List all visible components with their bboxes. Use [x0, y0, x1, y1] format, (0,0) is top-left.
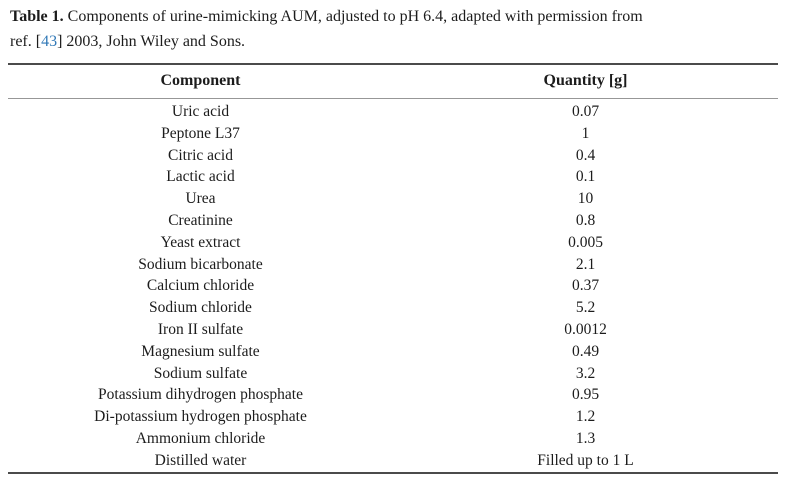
table-row	[8, 145, 778, 167]
table-body	[8, 99, 778, 473]
quantity-cell: 0.8	[575, 211, 596, 229]
table-row	[8, 384, 778, 406]
quantity-cell: 0.0012	[564, 320, 607, 338]
component-cell: Lactic acid	[166, 168, 235, 186]
quantity-cell: 1.3	[575, 429, 596, 447]
table-caption	[10, 4, 792, 54]
quantity-cell: 0.95	[571, 386, 600, 404]
table-row	[8, 254, 778, 276]
component-cell: Sodium chloride	[149, 299, 252, 317]
quantity-cell: 0.49	[571, 342, 600, 360]
quantity-cell: 0.4	[575, 146, 596, 164]
component-cell: Distilled water	[154, 451, 247, 469]
table-row	[8, 363, 778, 385]
table-row	[8, 232, 778, 254]
table-row	[8, 297, 778, 319]
table-row	[8, 210, 778, 232]
component-cell: Magnesium sulfate	[141, 342, 260, 360]
quantity-cell: 3.2	[575, 364, 596, 382]
table-row	[8, 319, 778, 341]
caption-line-1	[10, 4, 792, 29]
table-header	[8, 64, 778, 99]
table-row	[8, 406, 778, 428]
component-cell: Peptone L37	[161, 124, 240, 142]
table-row	[8, 428, 778, 450]
component-cell: Di-potassium hydrogen phosphate	[94, 408, 307, 426]
caption-text-1: Components of urine-mimicking AUM, adjusted to pH 6.4, adapted with permission from	[67, 8, 643, 25]
quantity-cell: 0.37	[571, 277, 600, 295]
component-cell: Urea	[185, 190, 216, 208]
table-header-row	[8, 64, 778, 99]
component-cell: Citric acid	[168, 146, 233, 164]
caption-line-2	[10, 29, 792, 54]
quantity-cell: 2.1	[575, 255, 596, 273]
table-row	[8, 341, 778, 363]
quantity-cell: 0.1	[575, 168, 596, 186]
quantity-cell: 10	[577, 190, 594, 208]
caption-text-3: ] 2003, John Wiley and Sons.	[57, 33, 246, 50]
quantity-cell: 1.2	[575, 408, 596, 426]
table-row	[8, 123, 778, 145]
quantity-cell: 0.07	[571, 103, 600, 120]
quantity-cell: 1	[581, 124, 590, 142]
component-cell: Sodium sulfate	[153, 364, 248, 382]
component-cell: Yeast extract	[160, 233, 241, 251]
quantity-cell: Filled up to 1 L	[537, 451, 634, 469]
table-row	[8, 166, 778, 188]
component-cell: Iron II sulfate	[157, 320, 244, 338]
component-cell: Creatinine	[168, 211, 233, 229]
quantity-cell: 5.2	[575, 299, 596, 317]
table-label: Table 1.	[10, 8, 64, 25]
column-header-quantity: Quantity [g]	[393, 64, 778, 99]
component-cell: Potassium dihydrogen phosphate	[98, 386, 303, 404]
component-cell: Calcium chloride	[146, 277, 255, 295]
table-row	[8, 450, 778, 473]
table-row	[8, 188, 778, 210]
table-row	[8, 99, 778, 123]
component-cell: Sodium bicarbonate	[138, 255, 263, 273]
component-cell: Uric acid	[171, 103, 230, 120]
quantity-cell: 0.005	[568, 233, 603, 251]
citation-link-43[interactable]: 43	[41, 33, 58, 50]
column-header-component: Component	[8, 64, 393, 99]
caption-text-2: ref. [	[10, 33, 42, 50]
component-cell: Ammonium chloride	[135, 429, 266, 447]
table-row	[8, 275, 778, 297]
components-table	[8, 63, 778, 474]
